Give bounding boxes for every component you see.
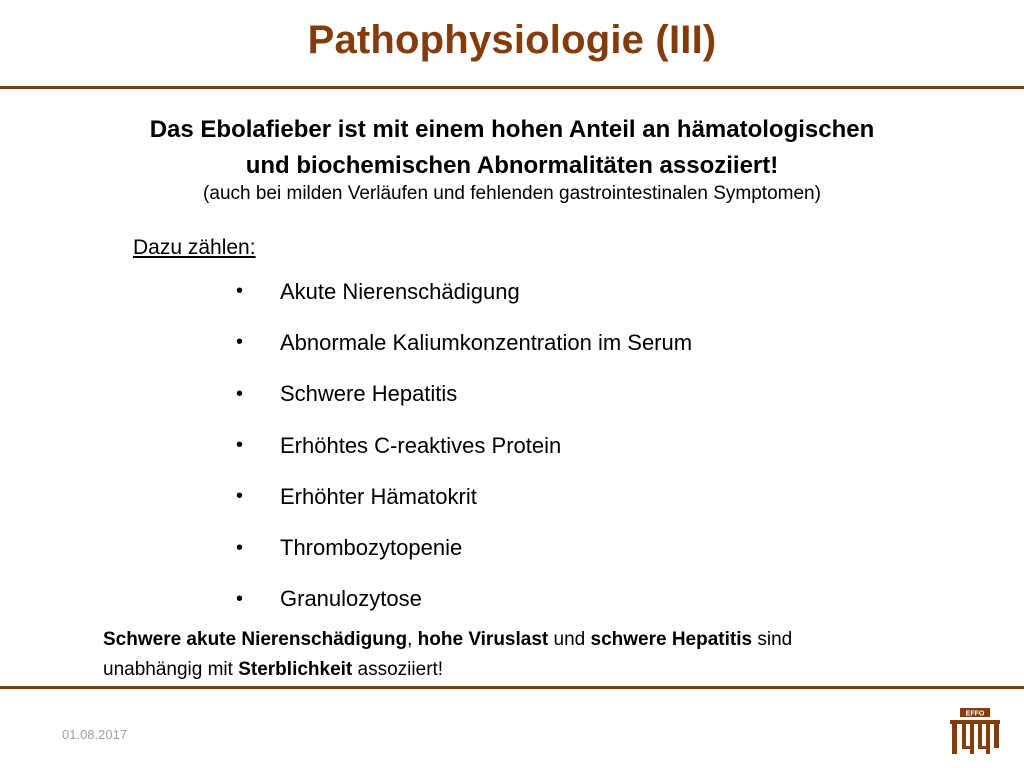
footer-divider [0, 686, 1024, 689]
slide-date: 01.08.2017 [62, 727, 128, 742]
list-item [230, 574, 692, 625]
subheadline: (auch bei milden Verläufen und fehlenden gastrointestinalen Symptomen) [203, 183, 821, 204]
logo-text: EFFO [965, 710, 985, 718]
bullet-icon: • [236, 485, 244, 508]
conclusion-fragment: unabhängig mit [103, 659, 239, 680]
headline-line-2: und biochemischen Abnormalitäten assoziiert! [245, 152, 779, 179]
conclusion-fragment: sind [752, 629, 793, 650]
list-item [230, 522, 692, 573]
bullet-icon: • [236, 382, 244, 405]
effo-logo-icon [948, 706, 1002, 756]
list-item [230, 369, 692, 420]
list-item [230, 317, 692, 368]
list-item-text: Erhöhtes C-reaktives Protein [280, 432, 562, 458]
bullet-icon: • [236, 434, 244, 457]
conclusion-emphasis: schwere Hepatitis [590, 629, 753, 650]
list-item [230, 471, 692, 522]
list-item [230, 420, 692, 471]
bullet-list [230, 266, 692, 625]
list-item-text: Abnormale Kaliumkonzentration im Serum [280, 329, 693, 355]
conclusion-emphasis: Schwere akute Nierenschädigung [103, 629, 408, 650]
title-divider [0, 86, 1024, 89]
list-item-text: Granulozytose [280, 586, 422, 612]
list-intro: Dazu zählen: [133, 236, 256, 259]
list-item-text: Thrombozytopenie [280, 535, 463, 561]
bullet-icon: • [236, 331, 244, 354]
conclusion-fragment: assoziiert! [352, 659, 444, 680]
list-item [230, 266, 692, 317]
bullet-icon: • [236, 587, 244, 610]
conclusion-fragment: , [407, 629, 418, 650]
list-item-text: Schwere Hepatitis [280, 381, 458, 407]
bullet-icon: • [236, 280, 244, 303]
slide-title: Pathophysiologie (III) [307, 18, 717, 62]
conclusion-fragment: und [548, 629, 591, 650]
conclusion-emphasis: Sterblichkeit [238, 659, 353, 680]
list-item-text: Erhöhter Hämatokrit [280, 483, 477, 509]
list-item-text: Akute Nierenschädigung [280, 278, 520, 304]
conclusion-emphasis: hohe Viruslast [417, 629, 549, 650]
headline-line-1: Das Ebolafieber ist mit einem hohen Anteil an hämatologischen [149, 116, 875, 143]
bullet-icon: • [236, 536, 244, 559]
headline [0, 112, 1024, 184]
conclusion-text [103, 625, 923, 685]
